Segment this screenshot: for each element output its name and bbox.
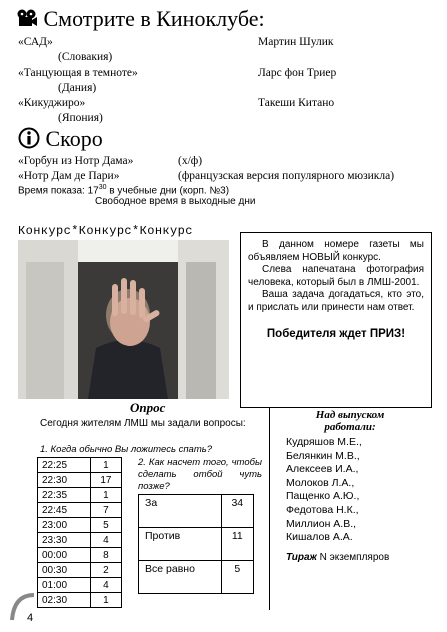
list-item: Кудряшов М.Е., xyxy=(286,436,362,448)
info-icon xyxy=(18,127,40,149)
list-item: Миллион А.В., xyxy=(286,517,357,530)
table-row: За 34 xyxy=(139,495,254,528)
list-item: Федотова Н.К., xyxy=(286,503,359,516)
table-row: 22:35 1 xyxy=(38,488,122,503)
showtime-weekend: Свободное время в выходные дни xyxy=(95,196,256,207)
film-country: (Словакия) xyxy=(58,51,113,63)
soon-film-title: «Нотр Дам де Пари» xyxy=(18,170,120,182)
soon-heading xyxy=(18,126,103,152)
film-country: (Япония) xyxy=(58,112,103,124)
soon-film-note: (французская версия популярного мюзикла) xyxy=(178,170,395,182)
table-row: 01:00 4 xyxy=(38,578,122,593)
table-row: 23:00 5 xyxy=(38,518,122,533)
contest-text: Слева напечатана фотография человека, который был в ЛМШ-2001. xyxy=(248,264,424,288)
kinoclub-heading xyxy=(16,6,265,32)
credits-list xyxy=(286,436,362,545)
curfew-table xyxy=(138,494,254,594)
film-director: Такеши Китано xyxy=(258,97,335,109)
film-title: «САД» xyxy=(18,36,53,48)
survey-question: 2. Как насчет того, чтобы сделать отбой чуть позже? xyxy=(138,457,262,492)
table-row: Против 11 xyxy=(139,528,254,561)
survey-heading: Опрос xyxy=(130,400,166,415)
table-row: 00:30 2 xyxy=(38,563,122,578)
credits-heading: Над выпуском работали: xyxy=(315,409,385,433)
contest-prize: Победителя ждет ПРИЗ! xyxy=(266,328,406,340)
table-row: 00:00 8 xyxy=(38,548,122,563)
table-row: 22:25 1 xyxy=(38,458,122,473)
list-item: Белянкин М.В., xyxy=(286,449,360,462)
table-row: 22:30 17 xyxy=(38,473,122,488)
film-title: «Кикуджиро» xyxy=(18,97,86,109)
film-country: (Дания) xyxy=(58,82,97,94)
showtime-minutes: 30 xyxy=(98,184,107,191)
table-row: 02:30 1 xyxy=(38,593,122,608)
page-number: 4 xyxy=(27,612,34,624)
table-row: 22:45 7 xyxy=(38,503,122,518)
column-divider xyxy=(269,408,270,610)
table-row: 23:30 4 xyxy=(38,533,122,548)
circulation: Тираж N экземпляров xyxy=(286,552,390,563)
contest-photo xyxy=(18,240,229,399)
film-title: «Танцующая в темноте» xyxy=(18,67,138,79)
bedtime-table xyxy=(37,457,122,608)
film-director: Ларс фон Триер xyxy=(258,67,337,79)
table-row: Все равно 5 xyxy=(139,561,254,594)
soon-title: Скоро xyxy=(45,126,103,151)
contest-box xyxy=(240,232,432,408)
list-item: Кишалов А.А. xyxy=(286,531,353,544)
contest-heading: Конкурс*Конкурс*Конкурс xyxy=(18,224,193,238)
contest-text: Ваша задача догадаться, кто это, и прислать или принести нам ответ. xyxy=(248,289,424,313)
survey-intro: Сегодня жителям ЛМШ мы задали вопросы: xyxy=(40,418,246,429)
soon-film-title: «Горбун из Нотр Дама» xyxy=(18,155,134,167)
contest-text: В данном номере газеты мы объявляем НОВЫЙ конкурс. xyxy=(248,239,424,263)
kinoclub-title: Смотрите в Киноклубе: xyxy=(43,6,265,31)
soon-film-note: (х/ф) xyxy=(178,155,203,167)
list-item: Молоков Л.А., xyxy=(286,476,355,489)
list-item: Алексеев И.А., xyxy=(286,463,359,476)
film-director: Мартин Шулик xyxy=(258,36,334,48)
showtime: Время показа: $17^{30}$ в учебные дни (корп. №3) xyxy=(18,184,230,197)
list-item: Пащенко А.Ю., xyxy=(286,490,360,503)
survey-question: 1. Когда обычно Вы ложитесь спать? xyxy=(40,444,213,455)
film-reel-icon xyxy=(16,9,38,27)
